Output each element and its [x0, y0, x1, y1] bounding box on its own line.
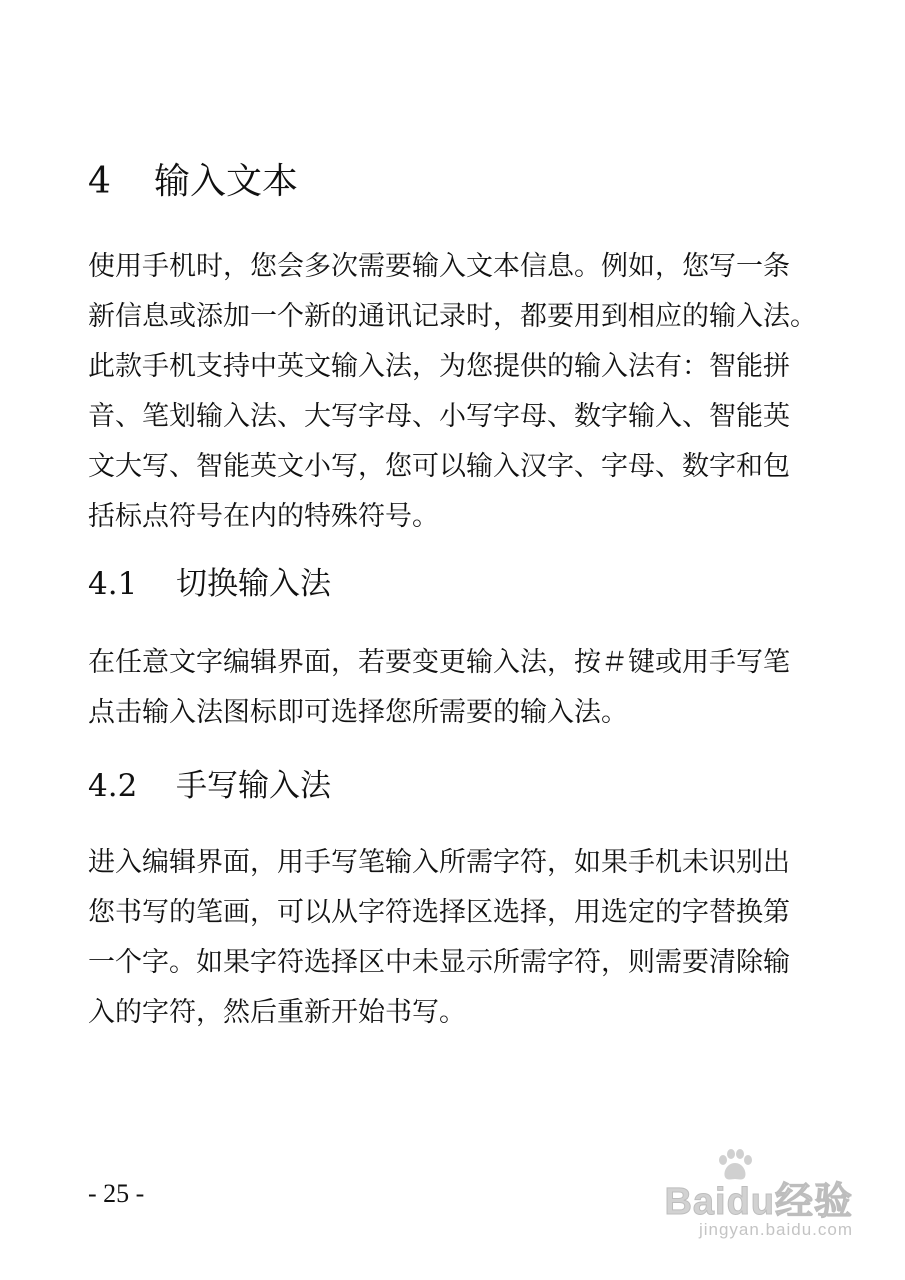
subsection-title: 手写输入法 [176, 768, 331, 804]
paragraph-line: 入的字符，然后重新开始书写。 [88, 997, 466, 1028]
section-heading [88, 160, 298, 204]
watermark [633, 1148, 853, 1248]
subsection-paragraph-4-1 [88, 638, 808, 738]
section-title: 输入文本 [154, 161, 299, 202]
subsection-heading-4-2 [88, 766, 331, 806]
paragraph-line: 进入编辑界面，用手写笔输入所需字符，如果手机未识别出 [88, 847, 790, 878]
paragraph-line: 新信息或添加一个新的通讯记录时，都要用到相应的输入法。 [88, 301, 817, 332]
subsection-number: 4.1 [88, 566, 138, 602]
watermark-url: jingyan.baidu.com [698, 1220, 853, 1239]
paragraph-line: 一个字。如果字符选择区中未显示所需字符，则需要清除输 [88, 947, 790, 978]
subsection-paragraph-4-2 [88, 838, 808, 1038]
paragraph-line: 音、笔划输入法、大写字母、小写字母、数字输入、智能英 [88, 401, 790, 432]
page-number: - 25 - [88, 1179, 145, 1208]
subsection-title: 切换输入法 [176, 566, 331, 602]
subsection-number: 4.2 [88, 768, 138, 804]
subsection-heading-4-1 [88, 564, 331, 604]
section-paragraph [88, 242, 817, 542]
paragraph-line: 括标点符号在内的特殊符号。 [88, 501, 439, 532]
paragraph-line: 文大写、智能英文小写，您可以输入汉字、字母、数字和包 [88, 451, 790, 482]
section-number: 4 [88, 161, 111, 202]
paragraph-line: 点击输入法图标即可选择您所需要的输入法。 [88, 697, 628, 728]
paragraph-line: 此款手机支持中英文输入法，为您提供的输入法有：智能拼 [88, 351, 790, 382]
paragraph-line: 使用手机时，您会多次需要输入文本信息。例如，您写一条 [88, 251, 790, 282]
watermark-brand: Baidu经验 [664, 1181, 853, 1223]
paragraph-line: 您书写的笔画，可以从字符选择区选择，用选定的字替换第 [88, 897, 790, 928]
paragraph-line: 在任意文字编辑界面，若要变更输入法，按＃键或用手写笔 [88, 647, 790, 678]
